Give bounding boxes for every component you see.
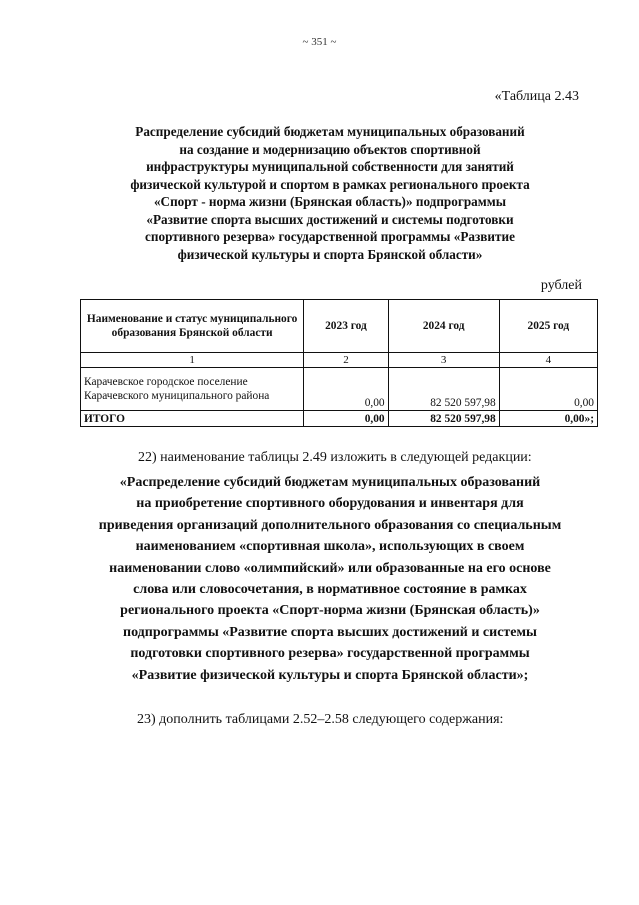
title2-line: на приобретение спортивного оборудования и инвентаря для [136, 496, 524, 512]
paragraph-23: 23) дополнить таблицами 2.52–2.58 следующего содержания: [137, 712, 504, 727]
value-2023-cell: 0,00 [304, 368, 388, 411]
title2-line: приведения организаций дополнительного образования со специальным [98, 517, 562, 533]
title-line: Распределение субсидий бюджетам муниципальных образований [135, 124, 525, 139]
title-line: «Развитие спорта высших достижений и системы подготовки [146, 211, 514, 227]
value-2024-cell: 82 520 597,98 [388, 368, 499, 411]
header-cell-2025: 2025 год [499, 300, 597, 353]
table-reference: «Таблица 2.43 [494, 89, 579, 104]
total-2024-cell: 82 520 597,98 [388, 411, 499, 427]
value-2025-cell: 0,00 [499, 368, 597, 411]
total-2023-cell: 0,00 [304, 411, 388, 427]
title-line: физической культурой и спортом в рамках регионального проекта [130, 176, 530, 192]
total-label-cell: ИТОГО [81, 411, 304, 427]
title-line: физической культуры и спорта Брянской области» [177, 246, 483, 262]
title-line: спортивного резерва» государственной программы «Развитие [145, 229, 515, 244]
title2-line: подпрограммы «Развитие спорта высших достижений и системы [123, 624, 537, 640]
title2-line: наименованием «спортивная школа», использующих в своем [135, 539, 525, 555]
header-cell-2023: 2023 год [304, 300, 388, 353]
column-number: 2 [304, 353, 388, 368]
title2-line: слова или словосочетания, в нормативное состояние в рамках [133, 582, 527, 598]
table-row [81, 368, 598, 411]
total-row [81, 411, 598, 427]
table-header-row [81, 300, 598, 353]
column-number: 3 [388, 353, 499, 368]
title2-line: наименовании слово «олимпийский» или образованные на его основе [109, 560, 551, 576]
page-number: ~ 351 ~ [302, 36, 337, 48]
municipality-name-cell: Карачевское городское поселение Карачевского муниципального района [81, 368, 304, 411]
total-2025-cell: 0,00»; [499, 411, 597, 427]
table-title [100, 123, 560, 263]
new-table-title [60, 472, 600, 686]
column-number-row [81, 353, 598, 368]
subsidy-table [80, 299, 598, 427]
header-cell-2024: 2024 год [388, 300, 499, 353]
column-number: 4 [499, 353, 597, 368]
units-label: рублей [540, 278, 582, 293]
title2-line: «Развитие физической культуры и спорта Брянской области»; [131, 667, 529, 683]
title2-line: подготовки спортивного резерва» государственной программы [130, 646, 530, 662]
title-line: «Спорт - норма жизни (Брянская область)» подпрограммы [153, 194, 507, 209]
title-line: инфраструктуры муниципальной собственности для занятий [146, 159, 514, 174]
column-number: 1 [81, 353, 304, 368]
paragraph-22: 22) наименование таблицы 2.49 изложить в следующей редакции: [138, 450, 532, 465]
title-line: на создание и модернизацию объектов спортивной [179, 141, 481, 157]
title2-line: «Распределение субсидий бюджетам муниципальных образований [119, 475, 541, 490]
header-cell-name: Наименование и статус муниципального образования Брянской области [81, 300, 304, 353]
title2-line: регионального проекта «Спорт-норма жизни (Брянская область)» [120, 603, 540, 619]
